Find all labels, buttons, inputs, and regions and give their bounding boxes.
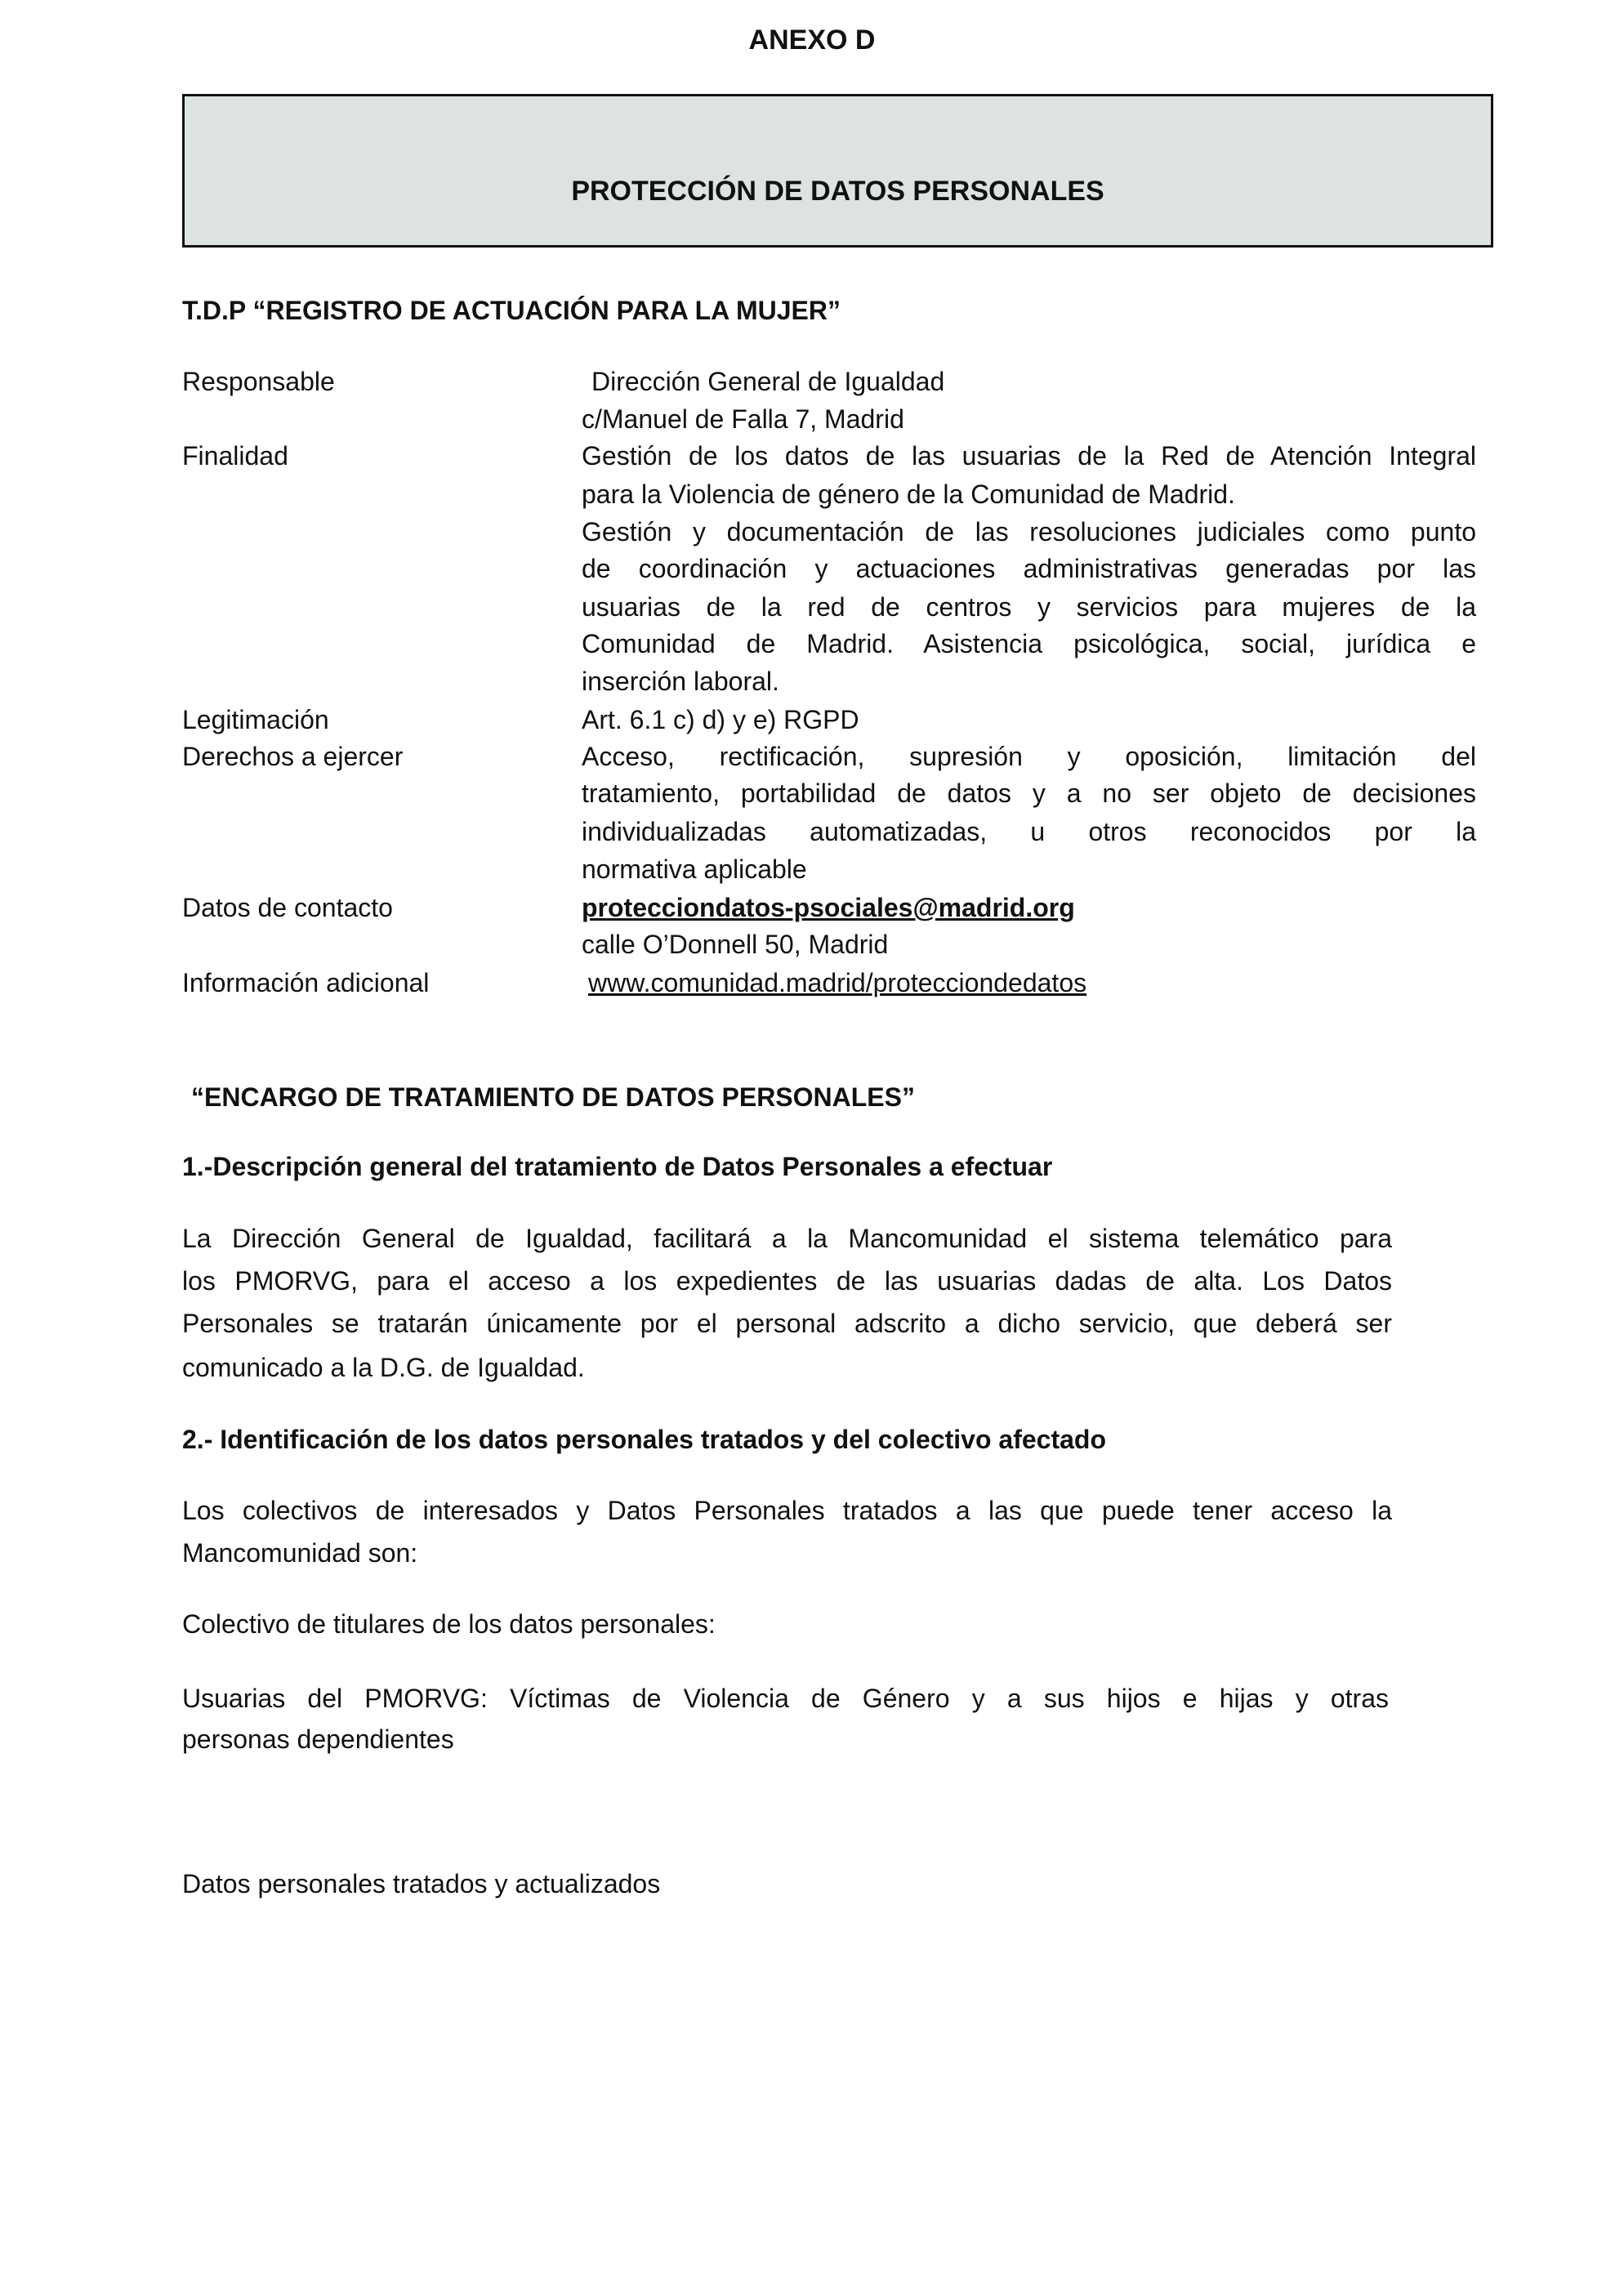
section1-heading: 1.-Descripción general del tratamiento de Datos Personales a efectuar — [182, 1152, 1053, 1181]
box-title: PROTECCIÓN DE DATOS PERSONALES — [571, 176, 1104, 207]
label-legitimacion: Legitimación — [182, 705, 329, 734]
users-description: Usuarias del PMORVG: Víctimas de Violencia de Género y a sus hijos e hijas y otras — [182, 1684, 1389, 1713]
data-label: Datos personales tratados y actualizados — [182, 1869, 661, 1898]
tdp-heading: T.D.P “REGISTRO DE ACTUACIÓN PARA LA MUJER” — [182, 296, 841, 325]
title-box — [182, 94, 1493, 248]
section1-paragraph: los PMORVG, para el acceso a los expedientes de las usuarias dadas de alta. Los Datos — [182, 1266, 1392, 1296]
label-informacion: Información adicional — [182, 968, 430, 997]
value-finalidad: usuarias de la red de centros y servicios para mujeres de la — [582, 592, 1476, 622]
value-finalidad: para la Violencia de género de la Comunidad de Madrid. — [582, 480, 1235, 509]
value-finalidad: Gestión y documentación de las resoluciones judiciales como punto — [582, 517, 1476, 547]
value-derechos: individualizadas automatizadas, u otros reconocidos por la — [582, 817, 1476, 846]
info-website-link[interactable]: www.comunidad.madrid/protecciondedatos — [588, 968, 1087, 997]
value-finalidad: de coordinación y actuaciones administrativas generadas por las — [582, 554, 1476, 583]
section2-intro: Mancomunidad son: — [182, 1538, 418, 1568]
collective-label: Colectivo de titulares de los datos personales: — [182, 1609, 716, 1639]
section1-paragraph: La Dirección General de Igualdad, facilitará a la Mancomunidad el sistema telemático para — [182, 1224, 1392, 1253]
value-derechos: normativa aplicable — [582, 854, 807, 884]
label-responsable: Responsable — [182, 367, 335, 396]
section2-intro: Los colectivos de interesados y Datos Personales tratados a las que puede tener acceso la — [182, 1496, 1392, 1525]
section1-paragraph: comunicado a la D.G. de Igualdad. — [182, 1353, 585, 1382]
value-derechos: tratamiento, portabilidad de datos y a no ser objeto de decisiones — [582, 779, 1476, 808]
label-finalidad: Finalidad — [182, 441, 288, 471]
value-derechos: Acceso, rectificación, supresión y oposición, limitación del — [582, 742, 1476, 771]
value-legitimacion: Art. 6.1 c) d) y e) RGPD — [582, 705, 859, 734]
annex-title: ANEXO D — [748, 25, 876, 56]
value-finalidad: Comunidad de Madrid. Asistencia psicológica, social, jurídica e — [582, 629, 1476, 658]
encargo-heading: “ENCARGO DE TRATAMIENTO DE DATOS PERSONALES” — [191, 1082, 915, 1112]
value-responsable: Dirección General de Igualdad — [591, 367, 945, 396]
value-responsable: c/Manuel de Falla 7, Madrid — [582, 404, 904, 434]
contact-address: calle O’Donnell 50, Madrid — [582, 930, 889, 959]
label-derechos: Derechos a ejercer — [182, 742, 404, 771]
value-finalidad: Gestión de los datos de las usuarias de la Red de Atención Integral — [582, 441, 1476, 471]
value-finalidad: inserción laboral. — [582, 667, 779, 696]
section1-paragraph: Personales se tratarán únicamente por el personal adscrito a dicho servicio, que deberá ser — [182, 1309, 1392, 1338]
users-description: personas dependientes — [182, 1724, 454, 1754]
label-contacto: Datos de contacto — [182, 893, 393, 922]
contact-email-link[interactable]: protecciondatos-psociales@madrid.org — [582, 893, 1075, 922]
section2-heading: 2.- Identificación de los datos personales tratados y del colectivo afectado — [182, 1425, 1106, 1454]
